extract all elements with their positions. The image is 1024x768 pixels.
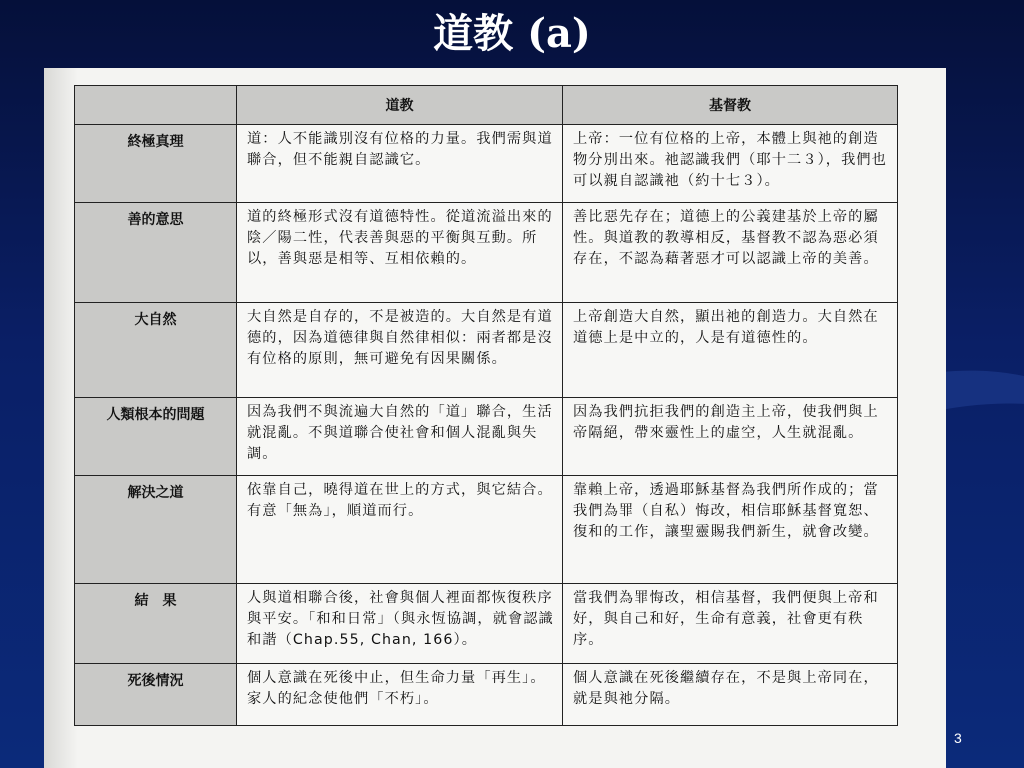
header-christianity: 基督教: [563, 86, 898, 125]
slide-title: 道教 (a): [433, 10, 591, 57]
christianity-cell: 上帝創造大自然，顯出祂的創造力。大自然在道德上是中立的，人是有道德性的。: [563, 303, 898, 398]
christianity-cell: 上帝：一位有位格的上帝，本體上與祂的創造物分別出來。祂認識我們（耶十二３），我們也可以親自認識祂（約十七３）。: [563, 125, 898, 203]
daoism-cell: 個人意識在死後中止，但生命力量「再生」。家人的紀念使他們「不朽」。: [237, 664, 563, 726]
table-row: [75, 303, 898, 398]
daoism-cell: 大自然是自存的，不是被造的。大自然是有道德的，因為道德律與自然律相似：兩者都是沒有位格的原則，無可避免有因果關係。: [237, 303, 563, 398]
header-empty: [75, 86, 237, 125]
row-label: 解決之道: [75, 476, 237, 584]
daoism-cell: 道的終極形式沒有道德特性。從道流溢出來的陰／陽二性，代表善與惡的平衡與互動。所以，善與惡是相等、互相依賴的。: [237, 203, 563, 303]
table-row: [75, 476, 898, 584]
row-label: 人類根本的問題: [75, 398, 237, 476]
scan-edge-shadow: [44, 68, 78, 768]
scanned-document: [44, 68, 946, 768]
row-label: 善的意思: [75, 203, 237, 303]
christianity-cell: 當我們為罪悔改，相信基督，我們便與上帝和好，與自己和好，生命有意義，社會更有秩序。: [563, 584, 898, 664]
table-row: [75, 203, 898, 303]
comparison-table: [74, 85, 898, 726]
christianity-cell: 善比惡先存在；道德上的公義建基於上帝的屬性。與道教的教導相反，基督教不認為惡必須存在，不認為藉著惡才可以認識上帝的美善。: [563, 203, 898, 303]
row-label: 終極真理: [75, 125, 237, 203]
table-row: [75, 584, 898, 664]
header-daoism: 道教: [237, 86, 563, 125]
row-label: 死後情況: [75, 664, 237, 726]
christianity-cell: 因為我們抗拒我們的創造主上帝，使我們與上帝隔絕，帶來靈性上的虛空，人生就混亂。: [563, 398, 898, 476]
table-header-row: [75, 86, 898, 125]
christianity-cell: 靠賴上帝，透過耶穌基督為我們所作成的；當我們為罪（自私）悔改，相信耶穌基督寬恕、復和的工作，讓聖靈賜我們新生，就會改變。: [563, 476, 898, 584]
row-label: 大自然: [75, 303, 237, 398]
christianity-cell: 個人意識在死後繼續存在，不是與上帝同在，就是與祂分隔。: [563, 664, 898, 726]
page-number: 3: [954, 730, 962, 746]
table-row: [75, 664, 898, 726]
table-row: [75, 125, 898, 203]
daoism-cell: 依靠自己，曉得道在世上的方式，與它結合。有意「無為」，順道而行。: [237, 476, 563, 584]
table-row: [75, 398, 898, 476]
row-label: 結 果: [75, 584, 237, 664]
daoism-cell: 因為我們不與流遍大自然的「道」聯合，生活就混亂。不與道聯合使社會和個人混亂與失調。: [237, 398, 563, 476]
daoism-cell: 人與道相聯合後，社會與個人裡面都恢復秩序與平安。「和和日常」（與永恆協調，就會認識和諧（Chap.55, Chan, 166）。: [237, 584, 563, 664]
daoism-cell: 道：人不能識別沒有位格的力量。我們需與道聯合，但不能親自認識它。: [237, 125, 563, 203]
